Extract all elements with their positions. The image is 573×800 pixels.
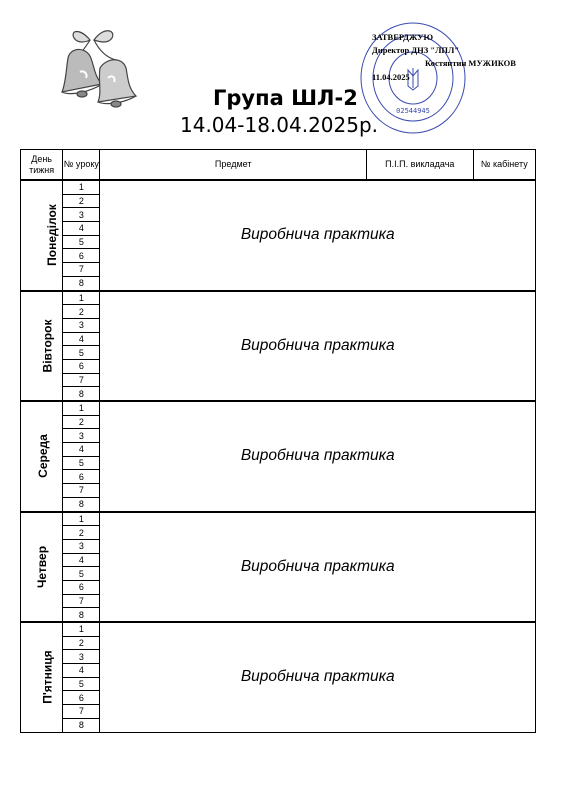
lesson-number: 5 xyxy=(63,346,100,360)
lesson-number: 7 xyxy=(63,263,100,277)
date-range: 14.04-18.04.2025р. xyxy=(180,113,379,137)
header-subject: Предмет xyxy=(100,150,367,181)
lesson-number: 2 xyxy=(63,305,100,319)
lesson-number: 1 xyxy=(63,180,100,194)
lesson-number: 5 xyxy=(63,567,100,581)
lesson-number: 5 xyxy=(63,235,100,249)
lesson-number: 1 xyxy=(63,512,100,526)
day-name: Четвер xyxy=(35,545,50,588)
lesson-number: 4 xyxy=(63,443,100,457)
lesson-number: 3 xyxy=(63,429,100,443)
lesson-number: 7 xyxy=(63,484,100,498)
subject-cell: Виробнича практика xyxy=(100,401,536,512)
header-day: День тижня xyxy=(21,150,63,181)
day-cell xyxy=(21,401,63,512)
approval-heading: ЗАТВЕРДЖУЮ xyxy=(372,32,434,42)
table-row xyxy=(21,180,536,194)
day-name: Вівторок xyxy=(40,319,55,373)
approval-date: 11.04.2025 xyxy=(372,72,410,82)
header-room: № кабінету xyxy=(473,150,535,181)
subject-cell: Виробнича практика xyxy=(100,512,536,623)
bells-illustration xyxy=(50,22,150,112)
lesson-number: 6 xyxy=(63,580,100,594)
day-name: Понеділок xyxy=(44,204,59,267)
lesson-number: 3 xyxy=(63,539,100,553)
lesson-number: 3 xyxy=(63,318,100,332)
approval-position: Директор ДНЗ "ЛПЛ" xyxy=(372,45,460,55)
schedule-table xyxy=(20,149,536,733)
lesson-number: 4 xyxy=(63,222,100,236)
day-cell xyxy=(21,622,63,732)
lesson-number: 8 xyxy=(63,497,100,511)
lesson-number: 7 xyxy=(63,373,100,387)
schedule-body xyxy=(21,180,536,732)
lesson-number: 8 xyxy=(63,276,100,290)
lesson-number: 7 xyxy=(63,594,100,608)
stamp-code: 02544945 xyxy=(396,107,430,115)
lesson-number: 6 xyxy=(63,691,100,705)
day-name: П'ятниця xyxy=(40,650,55,704)
subject-cell: Виробнича практика xyxy=(100,180,536,291)
subject-cell: Виробнича практика xyxy=(100,291,536,402)
lesson-number: 5 xyxy=(63,456,100,470)
table-row xyxy=(21,512,536,526)
header-teacher: П.І.П. викладача xyxy=(366,150,473,181)
lesson-number: 1 xyxy=(63,622,100,636)
lesson-number: 2 xyxy=(63,194,100,208)
lesson-number: 4 xyxy=(63,332,100,346)
lesson-number: 3 xyxy=(63,650,100,664)
day-cell xyxy=(21,291,63,402)
lesson-number: 8 xyxy=(63,387,100,401)
table-row xyxy=(21,622,536,636)
lesson-number: 4 xyxy=(63,553,100,567)
day-cell xyxy=(21,180,63,291)
header-lesson-number: № уроку xyxy=(63,150,100,181)
lesson-number: 6 xyxy=(63,249,100,263)
lesson-number: 8 xyxy=(63,718,100,732)
lesson-number: 8 xyxy=(63,608,100,622)
table-row xyxy=(21,401,536,415)
lesson-number: 1 xyxy=(63,401,100,415)
lesson-number: 2 xyxy=(63,636,100,650)
lesson-number: 4 xyxy=(63,664,100,678)
lesson-number: 2 xyxy=(63,526,100,540)
table-row xyxy=(21,291,536,305)
group-title: Група ШЛ-2 xyxy=(213,86,358,110)
lesson-number: 6 xyxy=(63,470,100,484)
lesson-number: 2 xyxy=(63,415,100,429)
lesson-number: 6 xyxy=(63,359,100,373)
lesson-number: 3 xyxy=(63,208,100,222)
lesson-number: 7 xyxy=(63,705,100,719)
lesson-number: 5 xyxy=(63,677,100,691)
subject-cell: Виробнича практика xyxy=(100,622,536,732)
day-name: Середа xyxy=(35,434,50,479)
lesson-number: 1 xyxy=(63,291,100,305)
approval-signatory: Костянтин МУЖИКОВ xyxy=(425,58,516,68)
day-cell xyxy=(21,512,63,623)
